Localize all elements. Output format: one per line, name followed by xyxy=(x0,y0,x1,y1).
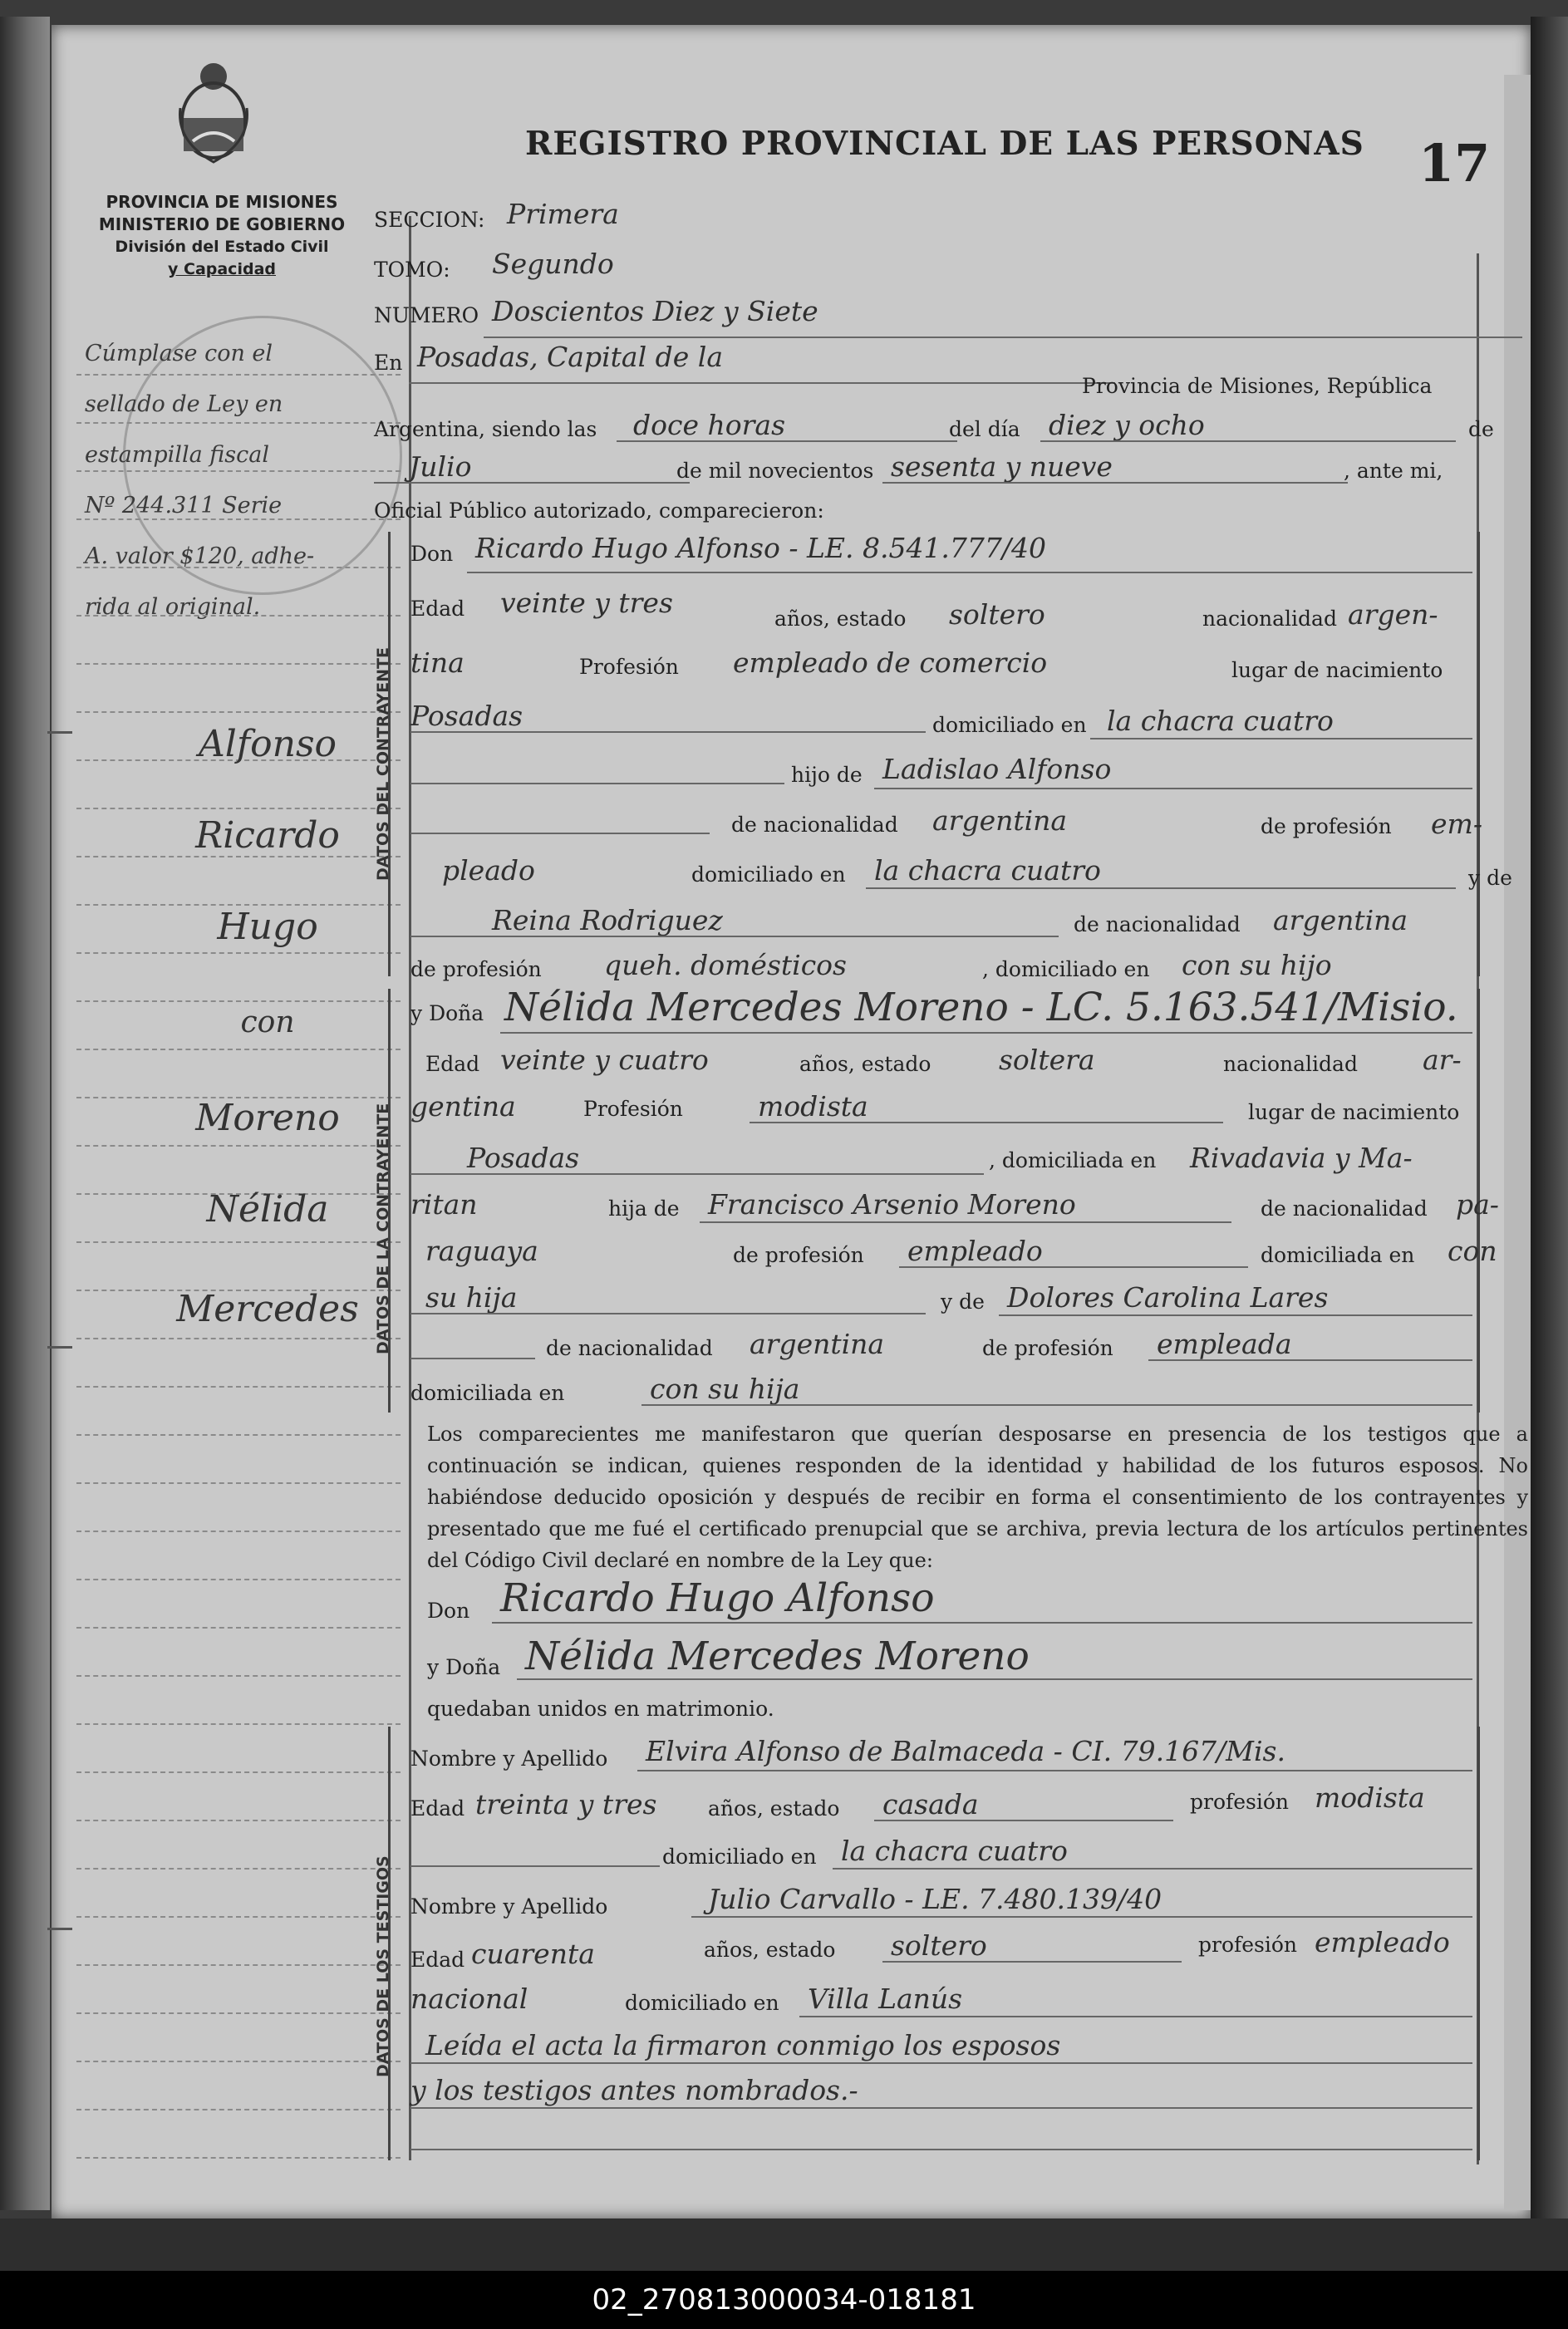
margin-ruled-line xyxy=(76,1241,401,1243)
t1-nombre-underline xyxy=(637,1770,1472,1771)
t1-nombre: Elvira Alfonso de Balmaceda - CI. 79.167/Mis. xyxy=(646,1735,1285,1767)
decl-dona-underline xyxy=(517,1678,1472,1680)
closing-underline-3 xyxy=(410,2149,1472,2150)
margin-ruled-line xyxy=(76,470,401,472)
margin-ruled-line xyxy=(76,1771,401,1773)
oficial-label: Oficial Público autorizado, comparecieron: xyxy=(374,499,824,523)
t1-edad: treinta y tres xyxy=(475,1788,657,1820)
contrayente-padre: Ladislao Alfonso xyxy=(882,753,1112,785)
seccion-label: SECCION: xyxy=(374,208,485,232)
profesion-label: Profesión xyxy=(583,1097,683,1121)
t2-anios-label: años, estado xyxy=(704,1938,836,1962)
contrayente-madre-dom: con su hijo xyxy=(1182,949,1332,981)
contrayenta-nacionalidad-cont: gentina xyxy=(410,1090,516,1123)
padre-dom-label: domiciliada en xyxy=(1261,1243,1415,1267)
margin-ruled-line xyxy=(76,615,401,617)
closing-underline-1 xyxy=(410,2062,1472,2064)
margin-ruled-line xyxy=(76,567,401,568)
contrayenta-padre: Francisco Arsenio Moreno xyxy=(708,1188,1076,1221)
decl-don-underline xyxy=(492,1622,1472,1624)
margin-name: Nélida xyxy=(206,1188,329,1231)
margin-name: Mercedes xyxy=(176,1288,359,1330)
anios-label: años, estado xyxy=(774,607,907,631)
t1-anios-label: años, estado xyxy=(708,1796,840,1820)
margin-ruled-line xyxy=(76,1723,401,1725)
margin-ruled-line xyxy=(76,1627,401,1629)
domicilio-underline xyxy=(1090,738,1472,739)
margin-ruled-line xyxy=(76,1964,401,1966)
profesion-underline xyxy=(750,1122,1223,1123)
margin-ruled-line xyxy=(76,1579,401,1580)
dona-label: y Doña xyxy=(410,1001,484,1025)
contrayenta-padre-dom-cont: su hija xyxy=(425,1281,518,1314)
padre-underline xyxy=(700,1221,1231,1223)
contrayente-domicilio: la chacra cuatro xyxy=(1107,705,1334,737)
dia-value: diez y ocho xyxy=(1049,409,1205,441)
contrayenta-section-label: DATOS DE LA CONTRAYENTE xyxy=(374,1103,392,1354)
margin-ruled-line xyxy=(76,1675,401,1677)
contrayenta-underline xyxy=(500,1032,1472,1034)
anios-label: años, estado xyxy=(799,1052,931,1076)
t2-nombre-underline xyxy=(691,1916,1472,1918)
decl-don-label: Don xyxy=(427,1599,470,1623)
contrayenta-edad: veinte y cuatro xyxy=(500,1044,709,1076)
margin-ruled-line xyxy=(76,1531,401,1532)
padre-nac-underline-left xyxy=(410,833,710,834)
declaration-text: Los comparecientes me manifestaron que querían desposarse en presencia de los testigos que a continuación se indican, quienes responden de la identidad y habilidad de los futuros esposos. No habiéndose deducido oposición y después de recibir en forma el consentimiento de los contrayentes y presentado que me fué el certificado prenupcial que se archiva, previa lectura de los artículos pertinentes del Código Civil declaré en nombre de la Ley que: xyxy=(427,1422,1528,1572)
contrayenta-profesion: modista xyxy=(758,1090,868,1123)
margin-name: con xyxy=(240,1005,295,1039)
t1-profesion-label: profesión xyxy=(1190,1790,1290,1814)
lugar-underline xyxy=(410,1173,984,1175)
y-de-label: y de xyxy=(941,1290,985,1314)
contrayenta-nacionalidad: ar- xyxy=(1423,1044,1462,1076)
contrayente-estado: soltero xyxy=(949,598,1045,631)
contrayente-edad: veinte y tres xyxy=(500,587,673,619)
madre-underline xyxy=(410,936,1059,937)
t2-nombre-label: Nombre y Apellido xyxy=(410,1894,608,1919)
margin-ruled-line xyxy=(76,711,401,713)
madre-prof-label: de profesión xyxy=(982,1336,1113,1360)
t2-estado-underline xyxy=(882,1961,1182,1963)
contrayenta-estado: soltera xyxy=(999,1044,1095,1076)
padre-prof-underline xyxy=(899,1266,1248,1268)
ante-label: , ante mi, xyxy=(1344,459,1443,483)
contrayenta-domicilio-cont: ritan xyxy=(410,1188,478,1221)
t2-estado: soltero xyxy=(891,1929,987,1962)
margin-ruled-line xyxy=(76,1338,401,1339)
lugar-underline xyxy=(410,731,926,733)
margin-name: Ricardo xyxy=(195,814,340,857)
decl-closing: quedaban unidos en matrimonio. xyxy=(427,1697,774,1721)
argentina-label: Argentina, siendo las xyxy=(374,417,597,441)
contrayente-nacionalidad-cont: tina xyxy=(410,646,465,679)
t2-domicilio: Villa Lanús xyxy=(808,1983,963,2015)
seccion-value: Primera xyxy=(507,198,619,230)
margin-ruled-line xyxy=(76,2109,401,2110)
dia-label: del día xyxy=(949,417,1020,441)
document-page xyxy=(52,25,1531,2218)
binding-mark xyxy=(47,1928,72,1930)
t1-profesion: modista xyxy=(1315,1781,1425,1814)
decl-dona-name: Nélida Mercedes Moreno xyxy=(525,1634,1030,1679)
scan-id-footer: 02_270813000034-018181 xyxy=(0,2271,1568,2329)
contrayente-padre-prof-cont: pleado xyxy=(442,854,535,887)
contrayenta-domicilio: Rivadavia y Ma- xyxy=(1190,1142,1413,1174)
margin-note-line: estampilla fiscal xyxy=(85,442,269,468)
madre-dom-underline xyxy=(641,1404,1472,1406)
hijo-label: hijo de xyxy=(791,763,863,787)
margin-ruled-line xyxy=(76,808,401,809)
tomo-label: TOMO: xyxy=(374,258,450,282)
t2-profesion-label: profesión xyxy=(1198,1933,1298,1957)
institution-header xyxy=(85,191,359,281)
numero-underline xyxy=(484,337,1522,338)
y-de-label: y de xyxy=(1468,866,1512,890)
margin-ruled-line xyxy=(76,1434,401,1436)
hijo-underline-left xyxy=(410,783,784,784)
t2-edad: cuarenta xyxy=(471,1938,595,1970)
t2-profesion: empleado xyxy=(1315,1926,1450,1958)
contrayenta-madre-nac: argentina xyxy=(750,1328,885,1360)
madre-nac-underline-left xyxy=(410,1358,535,1359)
don-label: Don xyxy=(410,542,454,566)
contrayente-lugar: Posadas xyxy=(410,700,523,732)
anio-underline xyxy=(882,482,1348,484)
page-title: REGISTRO PROVINCIAL DE LAS PERSONAS xyxy=(525,125,1364,163)
contrayente-madre-nac: argentina xyxy=(1273,904,1408,936)
closing-line-1: Leída el acta la firmaron conmigo los esposos xyxy=(425,2029,1061,2061)
padre-prof-label: de profesión xyxy=(1261,814,1392,838)
t2-domiciliado-label: domiciliado en xyxy=(625,1991,779,2015)
margin-ruled-line xyxy=(76,1868,401,1870)
ministry-name: MINISTERIO DE GOBIERNO xyxy=(98,214,346,234)
contrayenta-madre-prof: empleada xyxy=(1157,1328,1292,1360)
capacity-name: y Capacidad xyxy=(168,260,276,278)
en-label: En xyxy=(374,351,403,375)
testigos-section-label: DATOS DE LOS TESTIGOS xyxy=(374,1855,392,2077)
numero-label: NUMERO xyxy=(374,303,479,327)
padre-nac-label: de nacionalidad xyxy=(1261,1196,1428,1221)
page-number: 17 xyxy=(1418,133,1491,194)
margin-ruled-line xyxy=(76,1000,401,1002)
nacionalidad-label: nacionalidad xyxy=(1223,1052,1358,1076)
decl-dona-label: y Doña xyxy=(427,1655,501,1679)
lugar-label: lugar de nacimiento xyxy=(1231,658,1443,682)
hija-label: hija de xyxy=(608,1196,680,1221)
padre-prof-label: de profesión xyxy=(733,1243,864,1267)
madre-underline xyxy=(999,1314,1472,1316)
t2-profesion-cont: nacional xyxy=(410,1983,528,2015)
t1-estado-underline xyxy=(874,1820,1173,1821)
padre-underline xyxy=(874,788,1472,789)
coat-of-arms-icon xyxy=(172,58,255,166)
margin-ruled-line xyxy=(76,518,401,520)
contrayenta-madre: Dolores Carolina Lares xyxy=(1007,1281,1329,1314)
madre-prof-label: de profesión xyxy=(410,957,542,981)
en-underline xyxy=(409,382,1115,384)
scan-background xyxy=(0,2218,1568,2271)
edad-label: Edad xyxy=(410,597,465,621)
t1-domicilio: la chacra cuatro xyxy=(841,1835,1068,1867)
lugar-label: lugar de nacimiento xyxy=(1248,1100,1460,1124)
division-name: División del Estado Civil xyxy=(115,238,329,256)
madre-dom-label: domiciliada en xyxy=(410,1381,565,1405)
margin-ruled-line xyxy=(76,374,401,376)
margin-note-line: Cúmplase con el xyxy=(85,341,273,366)
province-name: PROVINCIA DE MISIONES xyxy=(106,192,338,212)
mes-underline xyxy=(374,482,690,484)
padre-dom-underline xyxy=(410,1313,926,1314)
closing-line-2: y los testigos antes nombrados.- xyxy=(410,2074,858,2106)
hora-underline xyxy=(617,440,957,442)
t2-nombre: Julio Carvallo - LE. 7.480.139/40 xyxy=(708,1883,1162,1915)
mes-value: Julio xyxy=(409,450,472,483)
numero-value: Doscientos Diez y Siete xyxy=(492,295,818,327)
page-stack-edge xyxy=(1504,75,1531,2210)
margin-ruled-line xyxy=(76,1049,401,1050)
t1-estado: casada xyxy=(882,1788,979,1820)
tomo-value: Segundo xyxy=(492,248,614,280)
padre-nac-label: de nacionalidad xyxy=(731,813,898,837)
contrayenta-lugar: Posadas xyxy=(467,1142,580,1174)
binding-mark xyxy=(47,1346,72,1349)
contrayente-underline xyxy=(467,572,1472,573)
t1-domicilio-underline xyxy=(833,1868,1472,1870)
margin-ruled-line xyxy=(76,1916,401,1918)
contrayenta-padre-dom: con xyxy=(1448,1235,1497,1267)
contrayente-padre-nac: argentina xyxy=(932,804,1068,837)
closing-underline-2 xyxy=(410,2107,1472,2109)
anio-label: de mil novecientos xyxy=(676,459,874,483)
margin-name: Moreno xyxy=(195,1097,340,1139)
t2-edad-label: Edad xyxy=(410,1948,465,1972)
de-label: de xyxy=(1468,417,1494,441)
contrayenta-madre-dom: con su hija xyxy=(650,1373,800,1405)
contrayente-profesion: empleado de comercio xyxy=(733,646,1048,679)
madre-dom-label: , domiciliado en xyxy=(982,957,1150,981)
padre-dom-underline xyxy=(866,887,1456,889)
margin-ruled-line xyxy=(76,2157,401,2159)
contrayenta-padre-nac-cont: raguaya xyxy=(425,1235,538,1267)
madre-prof-underline xyxy=(1148,1359,1472,1361)
book-spine-left xyxy=(0,17,50,2210)
margin-ruled-line xyxy=(76,2061,401,2062)
madre-nac-label: de nacionalidad xyxy=(546,1336,713,1360)
margin-name: Hugo xyxy=(217,906,318,948)
binding-mark xyxy=(47,731,72,734)
contrayente-madre-prof: queh. domésticos xyxy=(604,949,847,981)
margin-ruled-line xyxy=(76,2012,401,2014)
margin-ruled-line xyxy=(76,1820,401,1821)
edad-label: Edad xyxy=(425,1052,480,1076)
contrayente-name: Ricardo Hugo Alfonso - LE. 8.541.777/40 xyxy=(475,532,1047,564)
domiciliada-label: , domiciliada en xyxy=(989,1148,1157,1172)
margin-note-line: Nº 244.311 Serie xyxy=(85,493,283,518)
t1-edad-label: Edad xyxy=(410,1796,465,1820)
margin-ruled-line xyxy=(76,1145,401,1147)
decl-don-name: Ricardo Hugo Alfonso xyxy=(500,1575,935,1621)
margin-ruled-line xyxy=(76,663,401,665)
anio-value: sesenta y nueve xyxy=(891,450,1113,483)
contrayente-madre: Reina Rodriguez xyxy=(492,904,723,936)
contrayente-nacionalidad: argen- xyxy=(1348,598,1438,631)
t1-nombre-label: Nombre y Apellido xyxy=(410,1747,608,1771)
padre-dom-label: domiciliado en xyxy=(691,862,846,887)
contrayente-section-label: DATOS DEL CONTRAYENTE xyxy=(374,647,392,881)
contrayenta-padre-nac: pa- xyxy=(1456,1188,1499,1221)
madre-nac-label: de nacionalidad xyxy=(1074,912,1241,936)
hora-value: doce horas xyxy=(633,409,785,441)
margin-ruled-line xyxy=(76,422,401,424)
margin-note-line: rida al original. xyxy=(85,594,261,620)
en-value: Posadas, Capital de la xyxy=(417,341,724,373)
contrayente-padre-dom: la chacra cuatro xyxy=(874,854,1101,887)
contrayenta-name: Nélida Mercedes Moreno - LC. 5.163.541/Misio. xyxy=(504,985,1458,1030)
t2-domicilio-underline xyxy=(799,2016,1472,2017)
profesion-label: Profesión xyxy=(579,655,679,679)
contrayenta-padre-prof: empleado xyxy=(907,1235,1043,1267)
t1-dom-underline-left xyxy=(410,1865,660,1867)
book-edge-right xyxy=(1531,17,1568,2227)
margin-ruled-line xyxy=(76,1386,401,1388)
margin-ruled-line xyxy=(76,1482,401,1484)
nacionalidad-label: nacionalidad xyxy=(1202,607,1337,631)
domiciliado-label: domiciliado en xyxy=(932,713,1087,737)
margin-note-line: sellado de Ley en xyxy=(85,391,283,417)
provincia-label: Provincia de Misiones, República xyxy=(1082,374,1433,398)
margin-note-line: A. valor $120, adhe- xyxy=(85,543,315,569)
dia-underline xyxy=(1040,440,1456,442)
t1-domiciliado-label: domiciliado en xyxy=(662,1845,817,1869)
contrayente-padre-prof: em- xyxy=(1431,808,1482,840)
margin-name: Alfonso xyxy=(198,723,337,765)
margin-ruled-line xyxy=(76,952,401,954)
